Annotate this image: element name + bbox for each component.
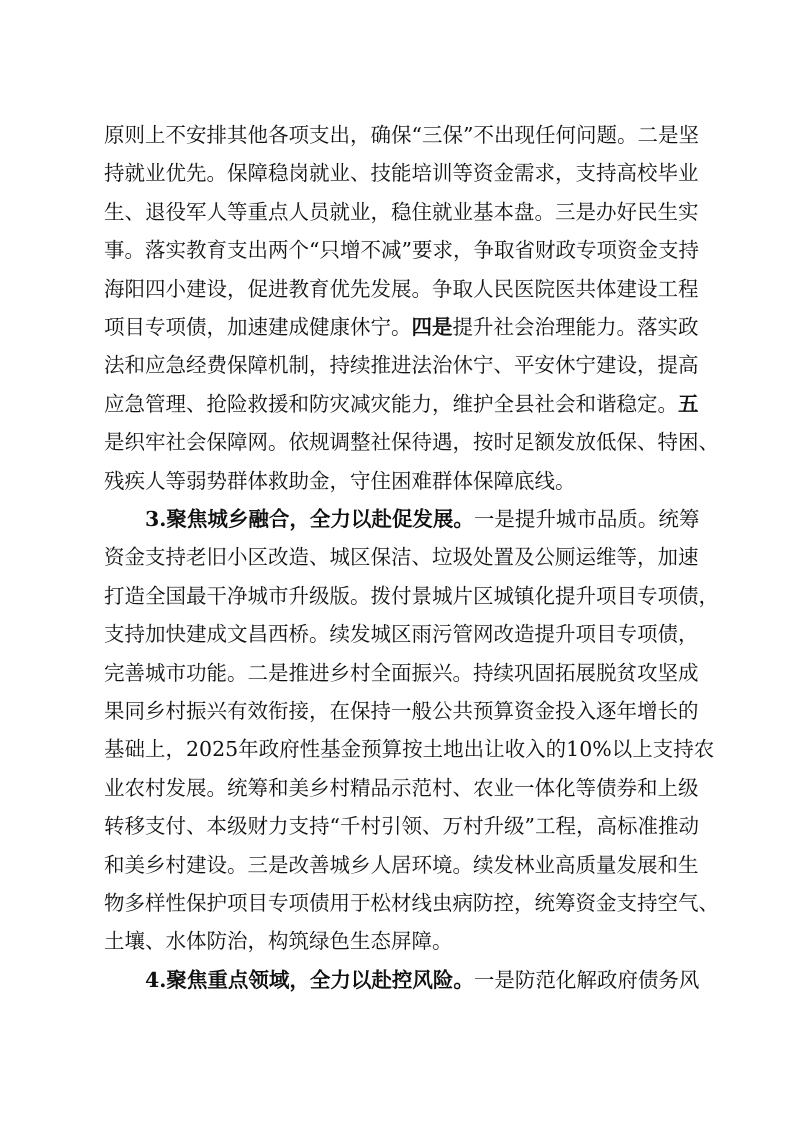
text-line: [104, 961, 700, 999]
section-3-paragraph: [104, 500, 719, 961]
text-line: 持就业优先。保障稳岗就业、技能培训等资金需求，支持高校毕业: [104, 161, 699, 186]
bold-phrase: 四是: [411, 314, 453, 339]
text-line: 事。落实教育支出两个“只增不减”要求，争取省财政专项资金支持: [104, 238, 699, 263]
section-4-heading: 4.聚焦重点领域，全力以赴控风险。: [145, 968, 474, 992]
text-line: 果同乡村振兴有效衔接，在保持一般公共预算资金投入逐年增长的: [104, 698, 699, 723]
text-line: 完善城市功能。二是推进乡村全面振兴。持续巩固拓展脱贫攻坚成: [104, 660, 699, 685]
text-line: 和美乡村建设。三是改善城乡人居环境。续发林业高质量发展和生: [104, 852, 699, 877]
section-4-paragraph: [104, 961, 700, 999]
text-line: 生、退役军人等重点人员就业，稳住就业基本盘。三是办好民生实: [104, 199, 699, 224]
text-line: 土壤、水体防治，构筑绿色生态屏障。: [104, 929, 453, 954]
text-fragment: 提升社会治理能力。落实政: [452, 314, 699, 339]
text-line: 支持加快建成文昌西桥。续发城区雨污管网改造提升项目专项债，: [104, 622, 699, 647]
text-line: [104, 500, 700, 538]
text-line: [104, 308, 699, 346]
text-fragment: 一是防范化解政府债务风: [473, 968, 700, 992]
text-line: 是织牢社会保障网。依规调整社保待遇，按时足额发放低保、特困、: [104, 430, 719, 455]
text-fragment: 一是提升城市品质。统筹: [473, 507, 700, 531]
text-line: 基础上，2025年政府性基金预算按土地出让收入的10%以上支持农: [104, 737, 715, 762]
text-line: 物多样性保护项目专项债用于松材线虫病防控，统筹资金支持空气、: [104, 890, 719, 915]
text-fragment: 项目专项债，加速建成健康休宁。: [104, 314, 412, 339]
text-line: 法和应急经费保障机制，持续推进法治休宁、平安休宁建设，提高: [104, 353, 699, 378]
text-line: 原则上不安排其他各项支出，确保“三保”不出现任何问题。二是坚: [104, 123, 699, 147]
text-line: 残疾人等弱势群体救助金，守住困难群体保障底线。: [104, 468, 576, 493]
text-line: 业农村发展。统筹和美乡村精品示范村、农业一体化等债券和上级: [104, 775, 699, 800]
text-line: 打造全国最干净城市升级版。拨付景城片区城镇化提升项目专项债，: [104, 583, 719, 608]
text-line: 资金支持老旧小区改造、城区保洁、垃圾处置及公厕运维等，加速: [104, 545, 699, 570]
bold-phrase: 五: [678, 391, 699, 416]
text-line: 转移支付、本级财力支持“千村引领、万村升级”工程，高标准推动: [104, 814, 699, 839]
section-1-paragraph: [104, 116, 719, 500]
text-line: 海阳四小建设，促进教育优先发展。争取人民医院医共体建设工程: [104, 276, 699, 301]
text-fragment: 应急管理、抢险救援和防灾减灾能力，维护全县社会和谐稳定。: [104, 391, 678, 416]
section-3-heading: 3.聚焦城乡融合，全力以赴促发展。: [145, 507, 474, 531]
text-line: [104, 385, 699, 423]
